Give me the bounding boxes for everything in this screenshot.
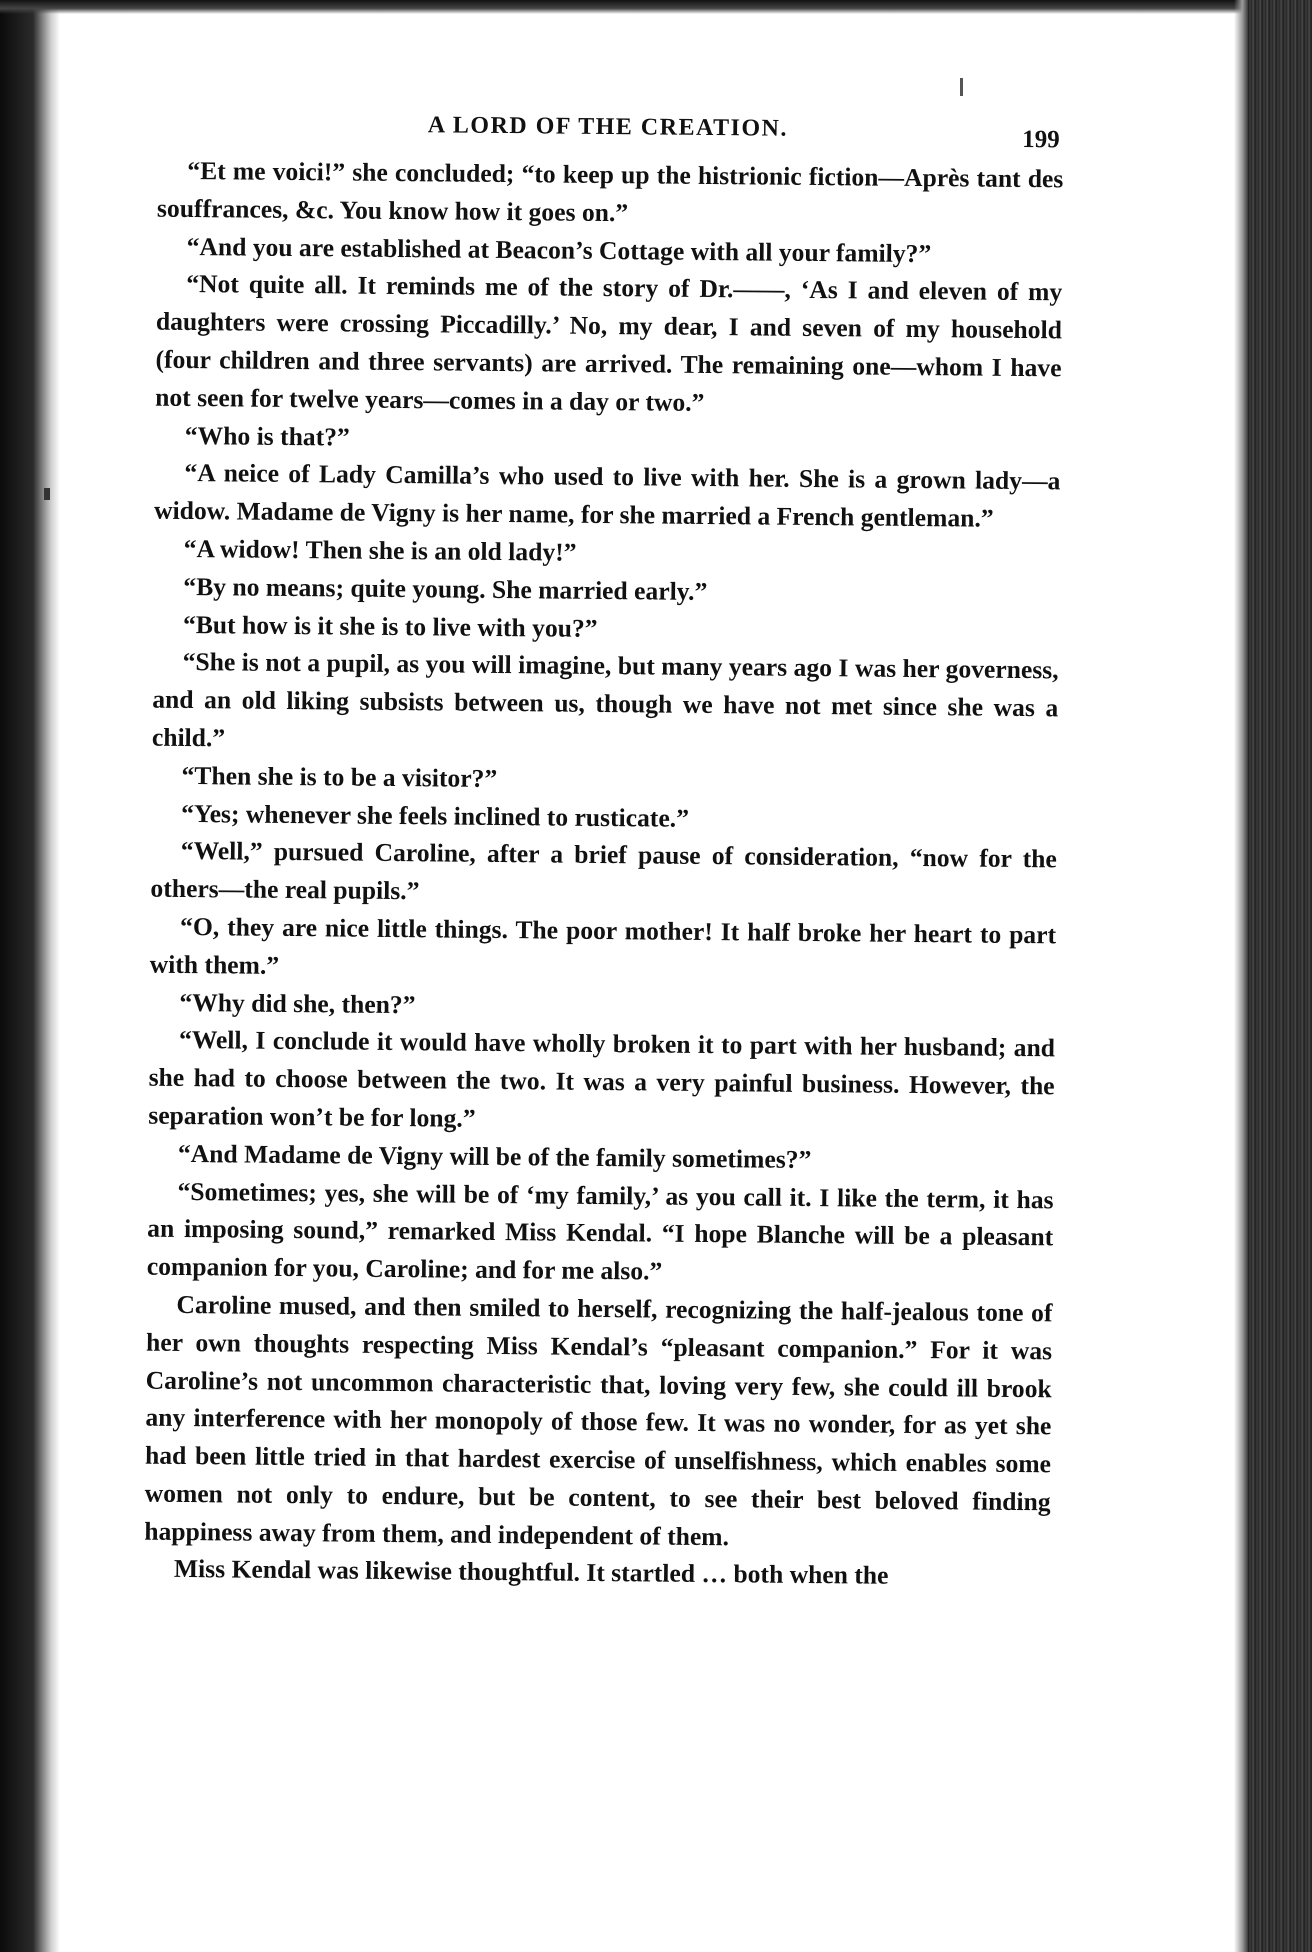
paragraph: “Well,” pursued Caroline, after a brief pause of consideration, “now for the others—the real pupils.” <box>150 836 1057 906</box>
left-page-shadow <box>0 0 60 1952</box>
paragraph: “Why did she, then?” <box>179 987 416 1019</box>
paragraph: “And Madame de Vigny will be of the family sometimes?” <box>177 1138 812 1174</box>
scan-speck <box>960 78 963 96</box>
top-page-shadow <box>0 0 1312 14</box>
paragraph: Caroline mused, and then smiled to herself, recognizing the half-jealous tone of her own thoughts respecting Miss Kendal’s “pleasant companion.” For it was Caroline’s not uncommon characteristic that, loving very few, she could ill brook any interference with her monopoly of those few. It was no wonder, for as yet she had been little tried in that hardest exercise of unselfishness, which enables some women not only to endure, but be content, to see their best beloved finding happiness away from them, and independent of them. <box>144 1289 1053 1551</box>
running-head <box>158 104 1064 161</box>
scan-speck <box>44 488 50 500</box>
body-text <box>144 152 1064 1597</box>
paragraph: “A widow! Then she is an old lady!” <box>183 533 577 567</box>
paragraph: “By no means; quite young. She married early.” <box>183 571 708 606</box>
book-page <box>141 104 1064 1913</box>
paragraph: “Not quite all. It reminds me of the story of Dr.——, ‘As I and eleven of my daughters were crossing Piccadilly.’ No, my dear, I and seven of my household (four children and three servants) are arrived. The remaining one—whom I have not seen for twelve years—comes in a day or two.” <box>155 269 1063 417</box>
paragraph: “Et me voici!” she concluded; “to keep up the histrionic fiction—Après tant des souffrances, &c. You know how it goes on.” <box>156 155 1064 227</box>
paragraph: “Yes; whenever she feels inclined to rusticate.” <box>181 798 690 833</box>
paragraph: “She is not a pupil, as you will imagine, but many years ago I was her governess, and an old liking subsists between us, though we have not met since she was a child.” <box>151 647 1059 753</box>
running-title: A LORD OF THE CREATION. <box>427 112 789 142</box>
paragraph: “Well, I conclude it would have wholly broken it to part with her husband; and she had to choose between the two. It was a very painful business. However, the separation won’t be for long.” <box>148 1025 1056 1133</box>
paragraph: “A neice of Lady Camilla’s who used to live with her. She is a grown lady—a widow. Madame de Vigny is her name, for she married a French gentleman.” <box>153 458 1061 533</box>
paragraph: “Sometimes; yes, she will be of ‘my family,’ as you call it. I like the term, it has an imposing sound,” remarked Miss Kendal. “I hope Blanche will be a pleasant companion for you, Caroline; and for me also.” <box>146 1176 1054 1286</box>
page-number: 199 <box>1022 125 1060 154</box>
paragraph: “And you are established at Beacon’s Cottage with all your family?” <box>186 231 932 268</box>
paragraph: Miss Kendal was likewise thoughtful. It startled … both when the <box>173 1554 889 1591</box>
paragraph: “But how is it she is to live with you?” <box>182 609 598 643</box>
paragraph: “Then she is to be a visitor?” <box>181 760 498 793</box>
paragraph: “Who is that?” <box>184 420 350 452</box>
book-spine-edge <box>1248 0 1312 1952</box>
paragraph: “O, they are nice little things. The poor mother! It half broke her heart to part with them.” <box>149 911 1057 980</box>
